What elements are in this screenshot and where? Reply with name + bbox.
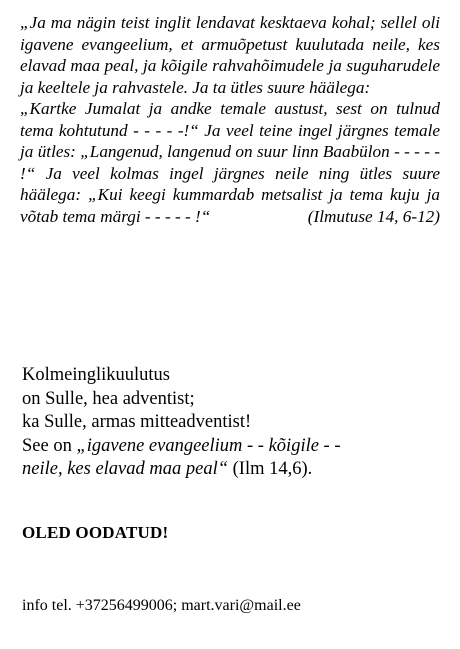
lead-line-5-italic: neile, kes elavad maa peal“ [22, 459, 229, 479]
lead-line-4-prefix: See on [22, 435, 77, 456]
quote-paragraph-1: „Ja ma nägin teist inglit lendavat kesktaeva kohal; sellel oli igavene evangeelium, et armuõpetust kuulutada neile, kes elavad maa peal, ja kõigile rahvahõimudele ja suguharudele ja keeltele ja rahvastele. Ja ta ütles suure häälega: [20, 13, 440, 97]
quote-paragraph-2 [20, 98, 440, 227]
quote-text-2: „Kartke Jumalat ja andke temale austust, sest on tulnud tema kohtutund - - - - -!“ Ja veel teine ingel järgnes temale ja ütles: „Langenud, langenud on suur linn Baabülon - - - - - !“ Ja veel kolmas ingel järgnes neile ning ütles suure häälega: „Kui keegi kummardab metsalist ja tema kuju ja võtab tema märgi - - - - - !“ [20, 99, 440, 226]
lead-line-3: ka Sulle, armas mitteadventist! [22, 412, 252, 432]
lead-line-5-suffix: (Ilm 14,6). [228, 459, 313, 479]
call-to-action: OLED OODATUD! [22, 523, 169, 542]
scripture-quote [20, 12, 440, 227]
lead-line-4 [22, 435, 442, 459]
contact-info: info tel. +37256499006; mart.vari@mail.ee [22, 597, 301, 614]
lead-text [22, 364, 442, 482]
lead-line-1: Kolmeinglikuulutus [22, 365, 170, 385]
lead-line-5 [22, 458, 442, 482]
lead-line-2: on Sulle, hea adventist; [22, 388, 195, 409]
scripture-reference: (Ilmutuse 14, 6-12) [307, 206, 440, 226]
lead-line-4-italic: „igavene evangeelium - - kõigile - - [76, 435, 341, 456]
